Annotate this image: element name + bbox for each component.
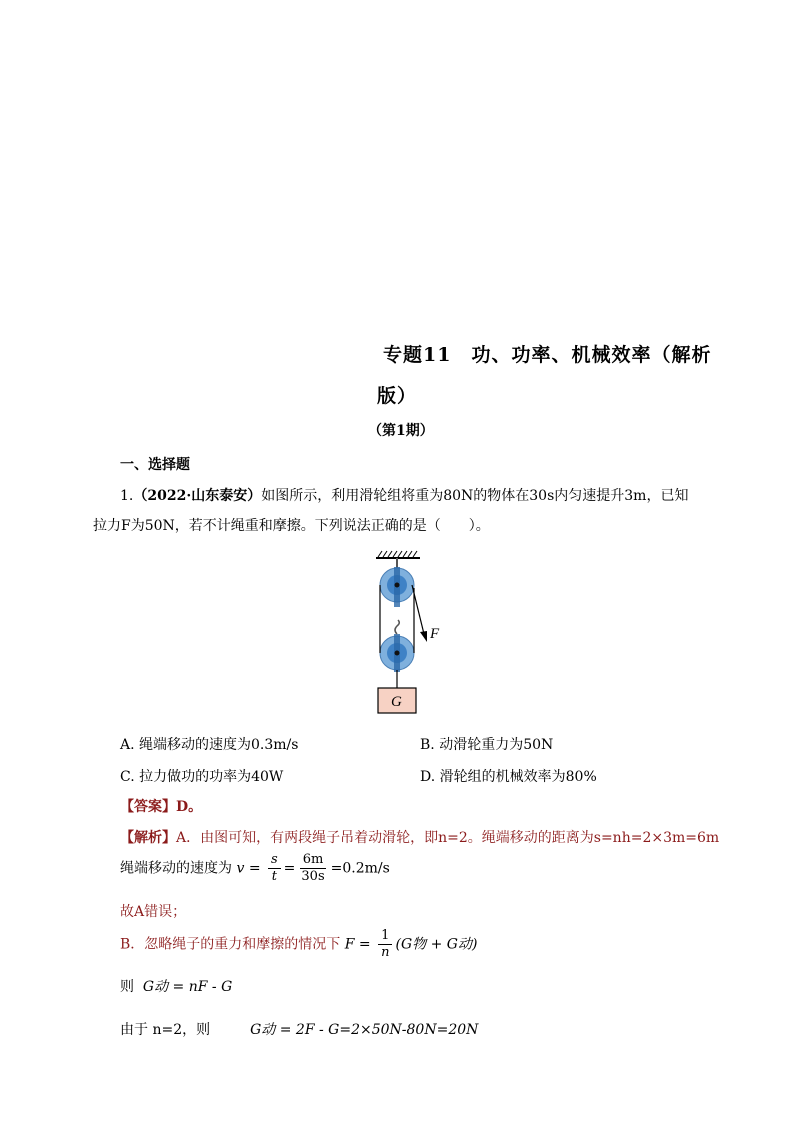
- option-b: B. 动滑轮重力为50N: [420, 737, 554, 753]
- question-number: 1.: [120, 488, 134, 504]
- question-text-1: 如图所示，利用滑轮组将重为80N的物体在30s内匀速提升3m，已知: [261, 488, 689, 504]
- question-line-2: 拉力F为50N，若不计绳重和摩擦。下列说法正确的是（ ）。: [93, 518, 490, 534]
- ceiling-hatch: [378, 551, 417, 557]
- force-lhs: F =: [344, 936, 371, 953]
- velocity-intro: 绳端移动的速度为: [120, 860, 232, 877]
- weight-label: G: [391, 694, 402, 710]
- force-intro: B．忽略绳子的重力和摩擦的情况下: [120, 936, 341, 953]
- section-heading: 一、选择题: [120, 457, 190, 473]
- analysis-line-3: 故A错误；: [120, 904, 187, 920]
- pulley-weight-result: G动 = 2F - G=2×50N-80N=20N: [250, 1022, 479, 1038]
- analysis-line-5: [120, 976, 232, 996]
- analysis-line-4: [120, 928, 477, 961]
- since-label: 由于 n=2，则: [120, 1022, 211, 1038]
- velocity-lhs: v =: [236, 860, 261, 877]
- velocity-fraction-values: $\frac{6m}{30s}$: [301, 852, 325, 884]
- answer-tag: 【答案】: [120, 799, 176, 815]
- analysis-text-1: A．由图可知，有两段绳子吊着动滑轮，即n=2。绳端移动的距离为s=nh=2×3m=6m: [176, 830, 720, 846]
- option-c: C. 拉力做功的功率为40W: [120, 769, 284, 785]
- analysis-line-2: 绳端移动的速度为 v = $\frac{s}{t}$ = $\frac{6m}{30s}$ =0.2m/s: [120, 852, 390, 884]
- analysis-tag: 【解析】: [120, 830, 176, 846]
- force-label: F: [430, 626, 440, 642]
- analysis-line-1: [120, 827, 719, 847]
- option-d: D. 滑轮组的机械效率为80%: [420, 769, 597, 785]
- option-a: A. 绳端移动的速度为0.3m/s: [120, 737, 299, 753]
- velocity-result: =0.2m/s: [330, 860, 390, 877]
- page-title: 专题11 功、功率、机械效率（解析: [383, 344, 712, 366]
- then-label: 则: [120, 979, 134, 995]
- velocity-fraction-symbolic: $\frac{s}{t}$: [268, 852, 281, 885]
- question-source: （2022·山东泰安）: [133, 488, 262, 504]
- force-fraction: $\frac{1}{n}$: [378, 928, 392, 961]
- force-arrow: [420, 631, 427, 642]
- page-title-continued: 版）: [377, 385, 418, 407]
- issue-label: （第1期）: [368, 423, 434, 439]
- pulley-weight-equation: G动 = nF - G: [142, 979, 233, 995]
- question-line-1: [120, 485, 688, 505]
- answer-value: D。: [176, 799, 203, 815]
- answer-line: [120, 796, 202, 816]
- force-rhs: (G物 + G动): [395, 936, 478, 953]
- pulley-figure: [360, 548, 450, 718]
- analysis-line-6: [120, 1019, 478, 1039]
